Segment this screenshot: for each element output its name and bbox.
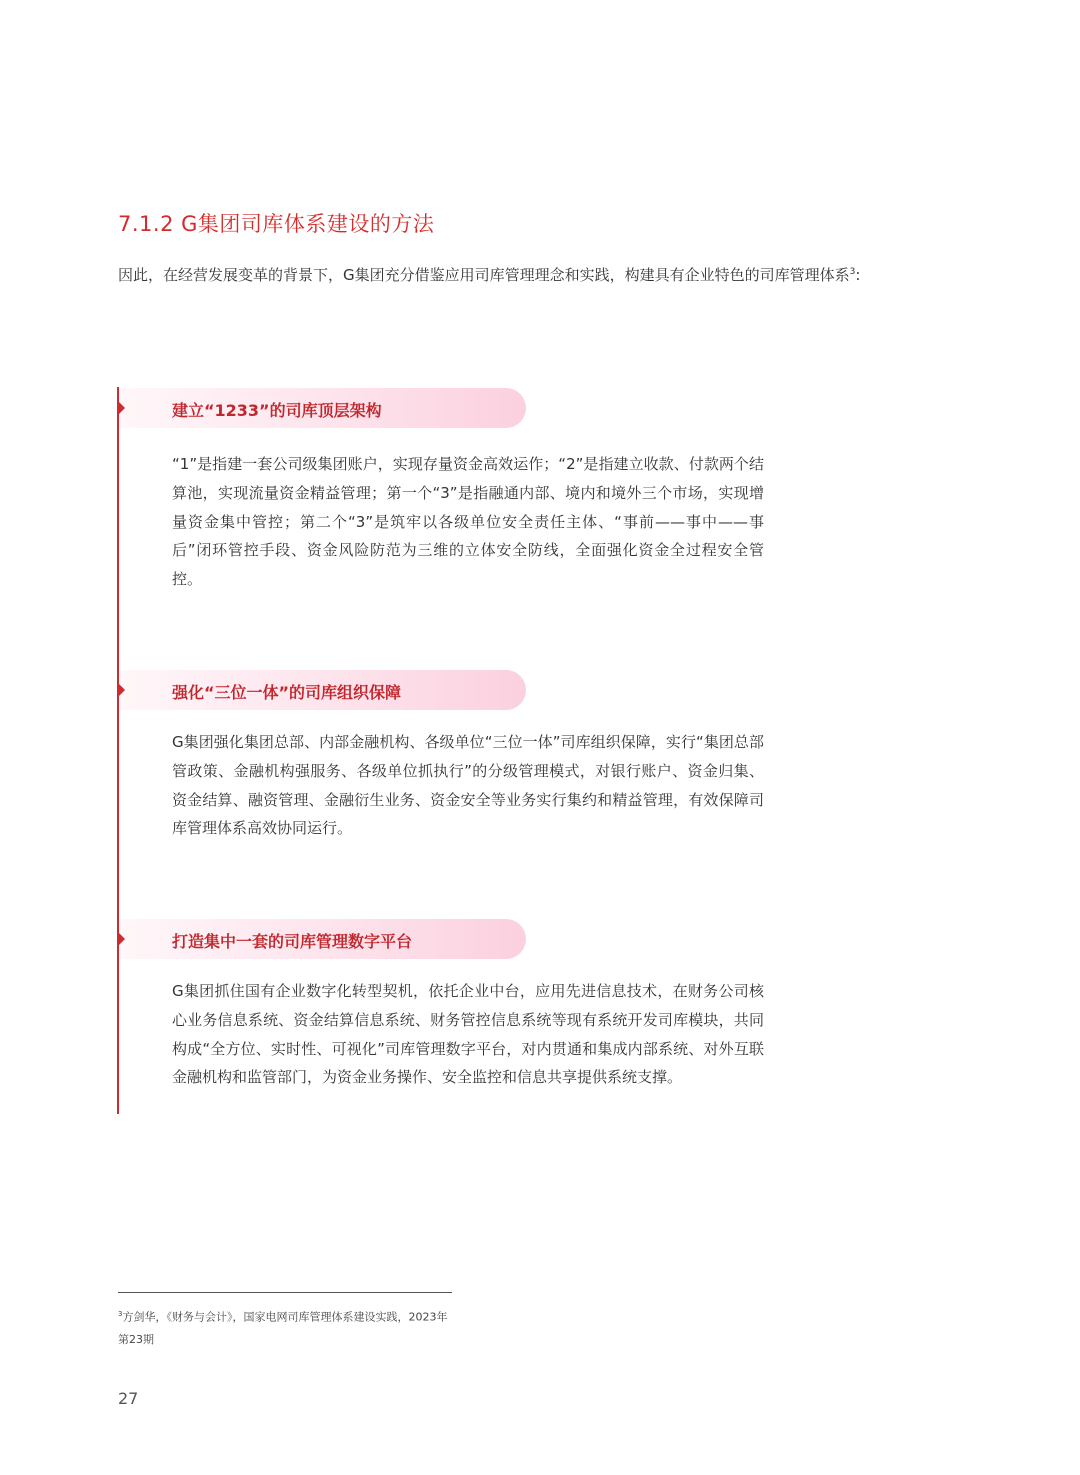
block-title-1: 建立“1233”的司库顶层架构	[172, 401, 382, 420]
triangle-marker-icon	[117, 400, 125, 416]
block-header-1	[119, 388, 526, 428]
intro-text: 因此，在经营发展变革的背景下，G集团充分借鉴应用司库管理理念和实践，构建具有企业特色的司库管理体系	[118, 266, 850, 284]
block-body-1: “1”是指建一套公司级集团账户，实现存量资金高效运作；“2”是指建立收款、付款两个结算池，实现流量资金精益管理；第一个“3”是指融通内部、境内和境外三个市场，实现增量资金集中管控；第二个“3”是筑牢以各级单位安全责任主体、“事前——事中——事后”闭环管控手段、资金风险防范为三维的立体安全防线，全面强化资金全过程安全管控。	[172, 455, 764, 589]
triangle-marker-icon	[117, 931, 125, 947]
block-title-2: 强化“三位一体”的司库组织保障	[172, 683, 402, 702]
footnote-divider	[118, 1292, 452, 1293]
section-title: 7.1.2 G集团司库体系建设的方法	[118, 212, 435, 236]
footnote-number: 3	[118, 1310, 123, 1318]
block-body-3: G集团抓住国有企业数字化转型契机，依托企业中台，应用先进信息技术，在财务公司核心业务信息系统、资金结算信息系统、财务管控信息系统等现有系统开发司库模块，共同构成“全方位、实时性、可视化”司库管理数字平台，对内贯通和集成内部系统、对外互联金融机构和监管部门，为资金业务操作、安全监控和信息共享提供系统支撑。	[172, 982, 764, 1087]
footnote-reference[interactable]: 3	[849, 267, 856, 277]
timeline-line	[117, 387, 119, 1114]
block-header-3	[119, 919, 526, 959]
triangle-marker-icon	[117, 682, 125, 698]
block-header-2	[119, 670, 526, 710]
footnote-text: 方剑华，《财务与会计》，国家电网司库管理体系建设实践，2023年第23期	[118, 1310, 448, 1346]
intro-paragraph	[118, 264, 918, 285]
intro-colon: :	[855, 266, 861, 284]
block-title-3: 打造集中一套的司库管理数字平台	[172, 932, 413, 951]
page-number: 27	[118, 1389, 139, 1408]
footnote	[118, 1303, 458, 1351]
block-body-2: G集团强化集团总部、内部金融机构、各级单位“三位一体”司库组织保障，实行“集团总部管政策、金融机构强服务、各级单位抓执行”的分级管理模式，对银行账户、资金归集、资金结算、融资管理、金融衍生业务、资金安全等业务实行集约和精益管理，有效保障司库管理体系高效协同运行。	[172, 733, 764, 838]
